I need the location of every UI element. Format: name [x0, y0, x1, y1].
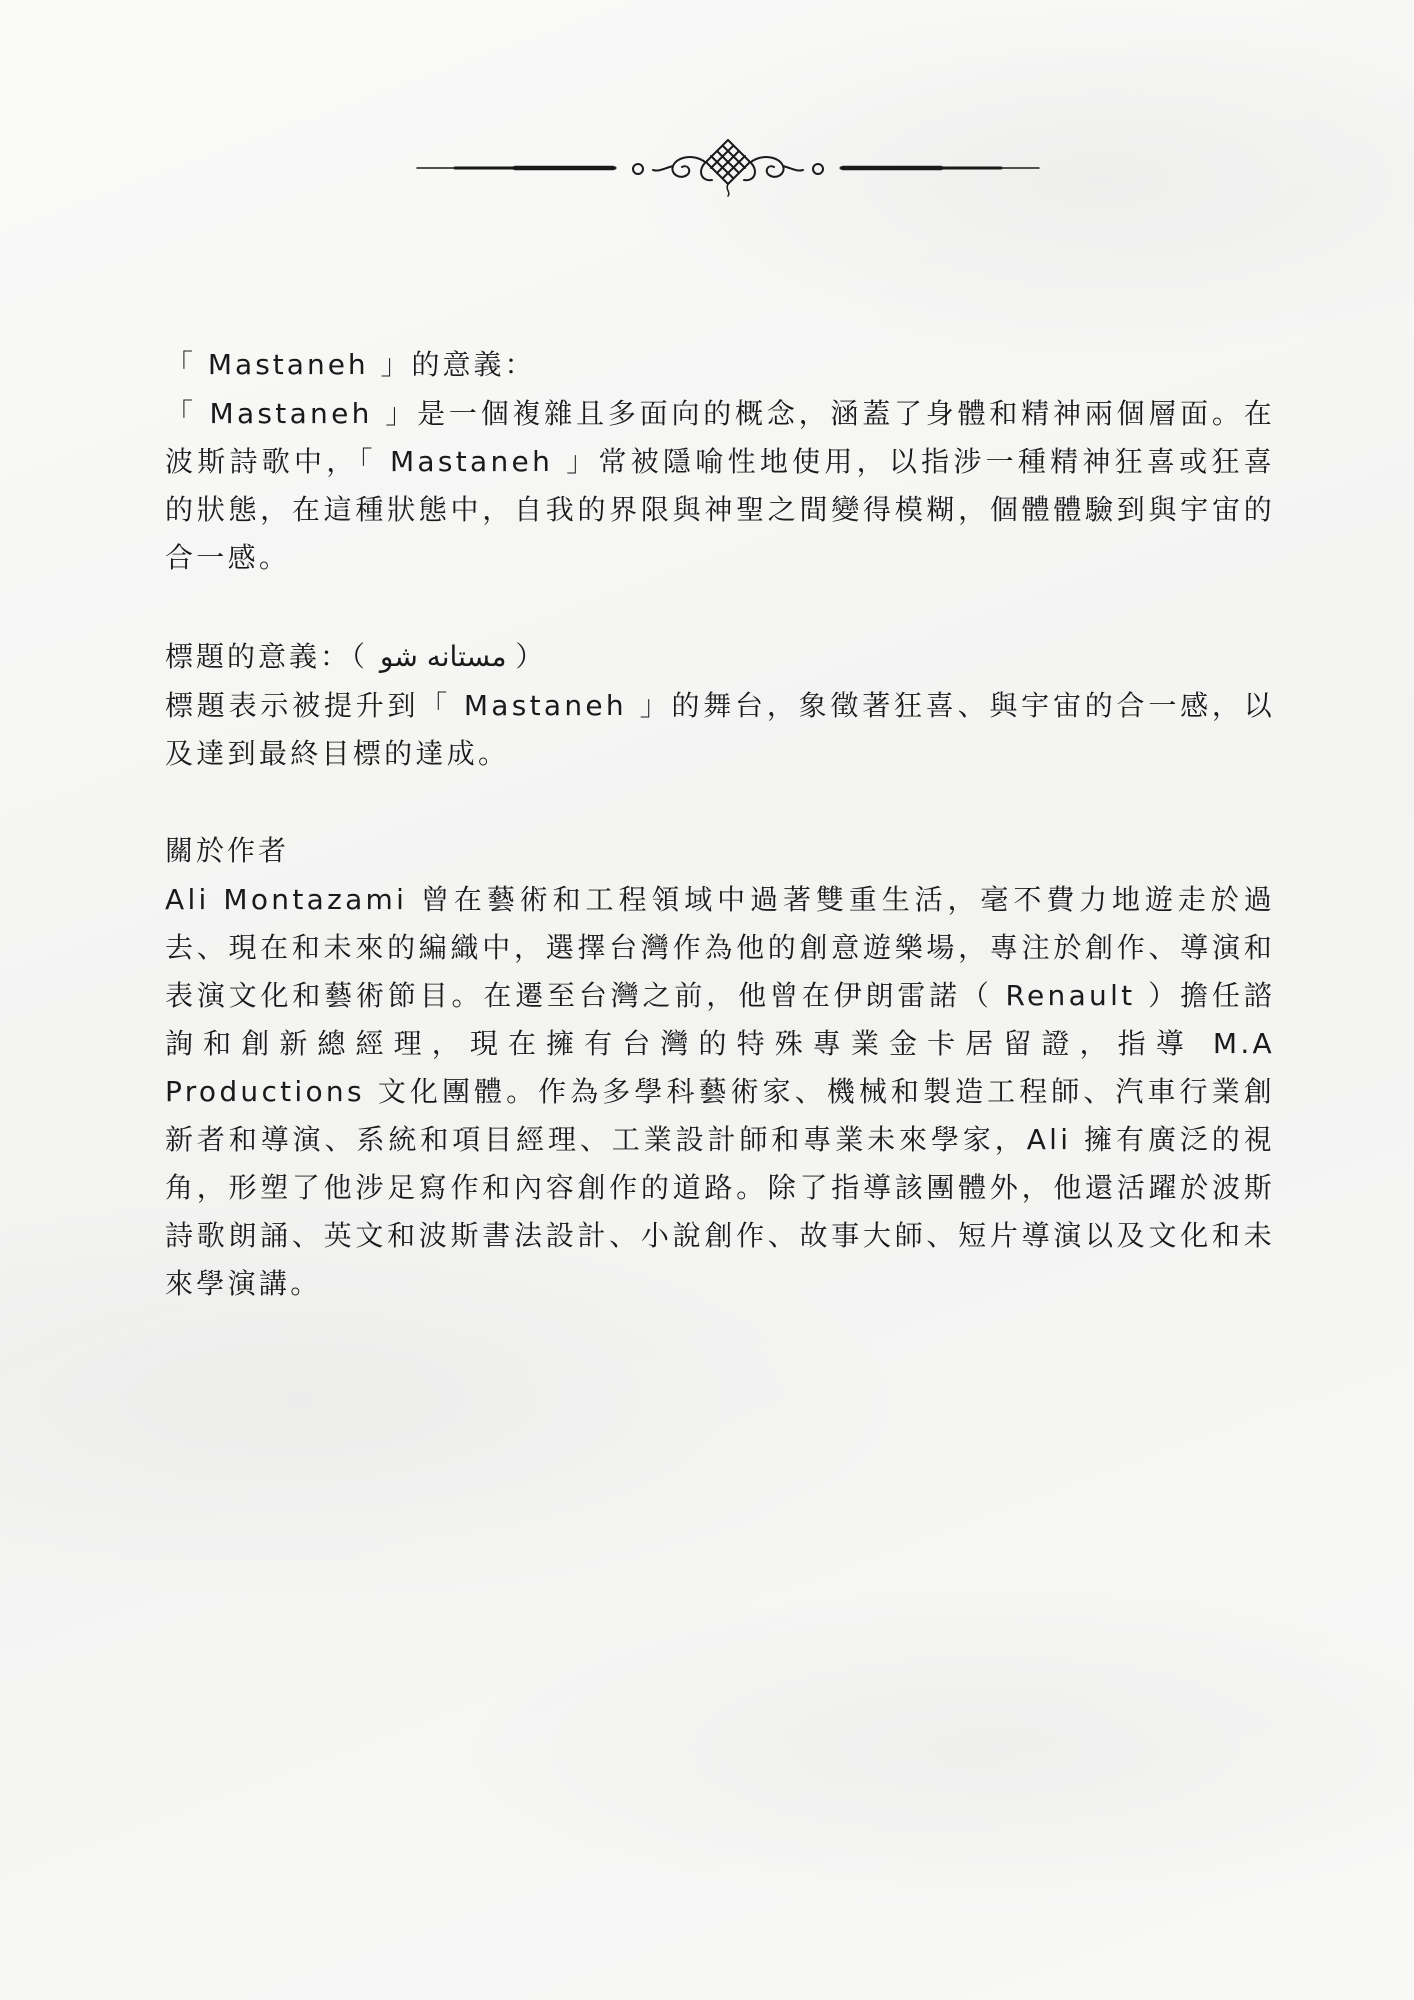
- section-heading: 關於作者: [165, 834, 290, 867]
- section-paragraph: Ali Montazami 曾在藝術和工程領域中過著雙重生活，毫不費力地遊走於過去、現在和未來的編織中，選擇台灣作為他的創意遊樂場，專注於創作、導演和表演文化和藝術節目。在遷至台灣之前，他曾在伊朗雷諾（ Renault ）擔任諮詢和創新總經理，現在擁有台灣的特殊專業金卡居留證，指導 M.A Productions 文化團體。作為多學科藝術家、機械和製造工程師、汽車行業創新者和導演、系統和項目經理、工業設計師和專業未來學家，Ali 擁有廣泛的視角，形塑了他涉足寫作和內容創作的道路。除了指導該團體外，他還活躍於波斯詩歌朗誦、英文和波斯書法設計、小說創作、故事大師、短片導演以及文化和未來學演講。: [165, 883, 1275, 1300]
- section-meaning-of-title: [165, 632, 1275, 778]
- section-paragraph: 標題表示被提升到「 Mastaneh 」的舞台，象徵著狂喜、與宇宙的合一感，以及達到最終目標的達成。: [165, 689, 1275, 770]
- section-meaning-of-mastaneh: [165, 340, 1275, 582]
- document-body: [165, 340, 1275, 1308]
- section-about-author: [165, 826, 1275, 1308]
- section-heading: 「 Mastaneh 」的意義：: [165, 348, 536, 381]
- section-paragraph: 「 Mastaneh 」是一個複雜且多面向的概念，涵蓋了身體和精神兩個層面。在波斯詩歌中，「 Mastaneh 」常被隱喻性地使用，以指涉一種精神狂喜或狂喜的狀態，在這種狀態中，自我的界限與神聖之間變得模糊，個體體驗到與宇宙的合一感。: [165, 397, 1275, 574]
- decorative-divider-icon: [415, 132, 1041, 198]
- section-heading: 標題的意義：（ مستانه شو ）: [165, 640, 547, 673]
